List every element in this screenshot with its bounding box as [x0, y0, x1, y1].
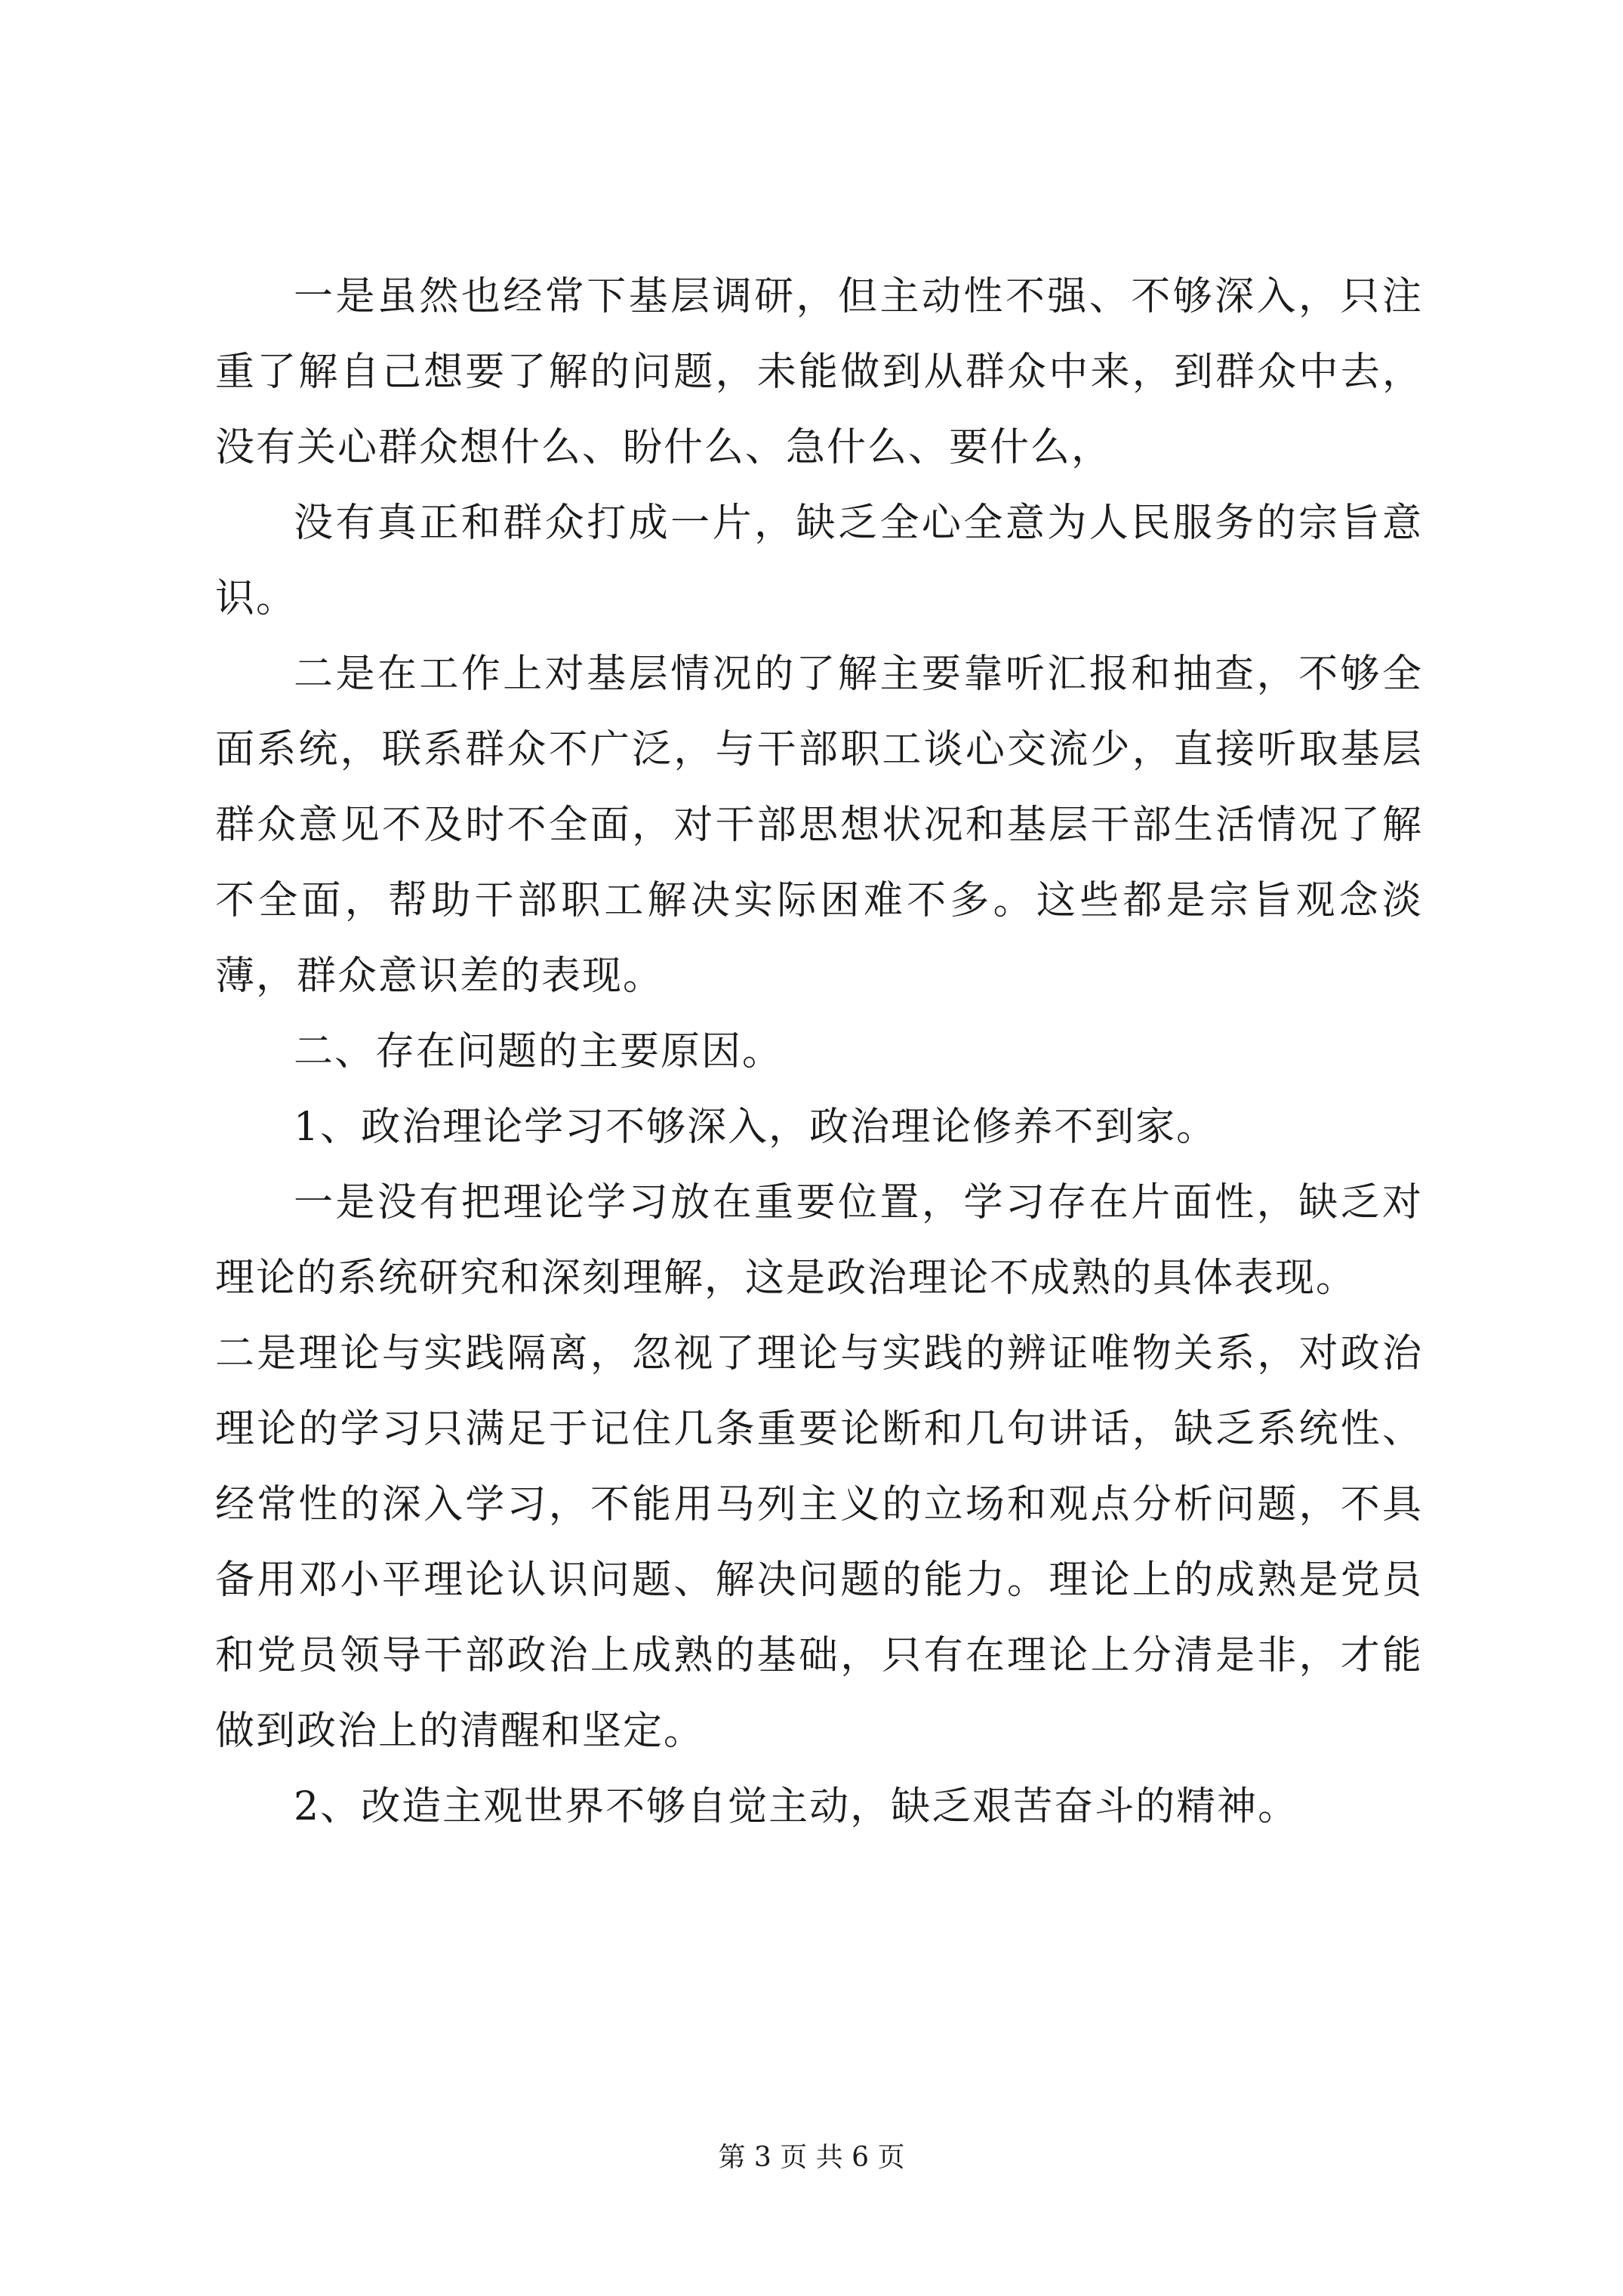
section-heading-causes: 二、存在问题的主要原因。 — [294, 1029, 784, 1074]
paragraph-2: 没有真正和群众打成一片，缺乏全心全意为人民服务的宗旨意识。 — [215, 501, 1423, 621]
paragraph-3: 二是在工作上对基层情况的了解主要靠听汇报和抽查，不够全面系统，联系群众不广泛，与干部职工谈心交流少，直接听取基层群众意见不及时不全面，对干部思想状况和基层干部生活情况了解不全面，帮助干部职工解决实际困难不多。这些都是宗旨观念淡薄，群众意识差的表现。 — [215, 652, 1423, 999]
subheading-1: 1、政治理论学习不够深入，政治理论修养不到家。 — [294, 1105, 1218, 1150]
page-number-footer: 第 3 页 共 6 页 — [718, 2142, 905, 2173]
paragraph-1: 一是虽然也经常下基层调研，但主动性不强、不够深入，只注重了解自己想要了解的问题，未能做到从群众中来，到群众中去，没有关心群众想什么、盼什么、急什么、要什么， — [215, 274, 1423, 470]
subheading-2: 2、改造主观世界不够自觉主动，缺乏艰苦奋斗的精神。 — [294, 1784, 1299, 1829]
paragraph-4: 一是没有把理论学习放在重要位置，学习存在片面性，缺乏对理论的系统研究和深刻理解，这是政治理论不成熟的具体表现。 — [215, 1180, 1423, 1301]
body-text — [215, 259, 1423, 1845]
paragraph-5: 二是理论与实践隔离，忽视了理论与实践的辨证唯物关系，对政治理论的学习只满足于记住几条重要论断和几句讲话，缺乏系统性、经常性的深入学习，不能用马列主义的立场和观点分析问题，不具备用邓小平理论认识问题、解决问题的能力。理论上的成熟是党员和党员领导干部政治上成熟的基础，只有在理论上分清是非，才能做到政治上的清醒和坚定。 — [215, 1331, 1423, 1754]
